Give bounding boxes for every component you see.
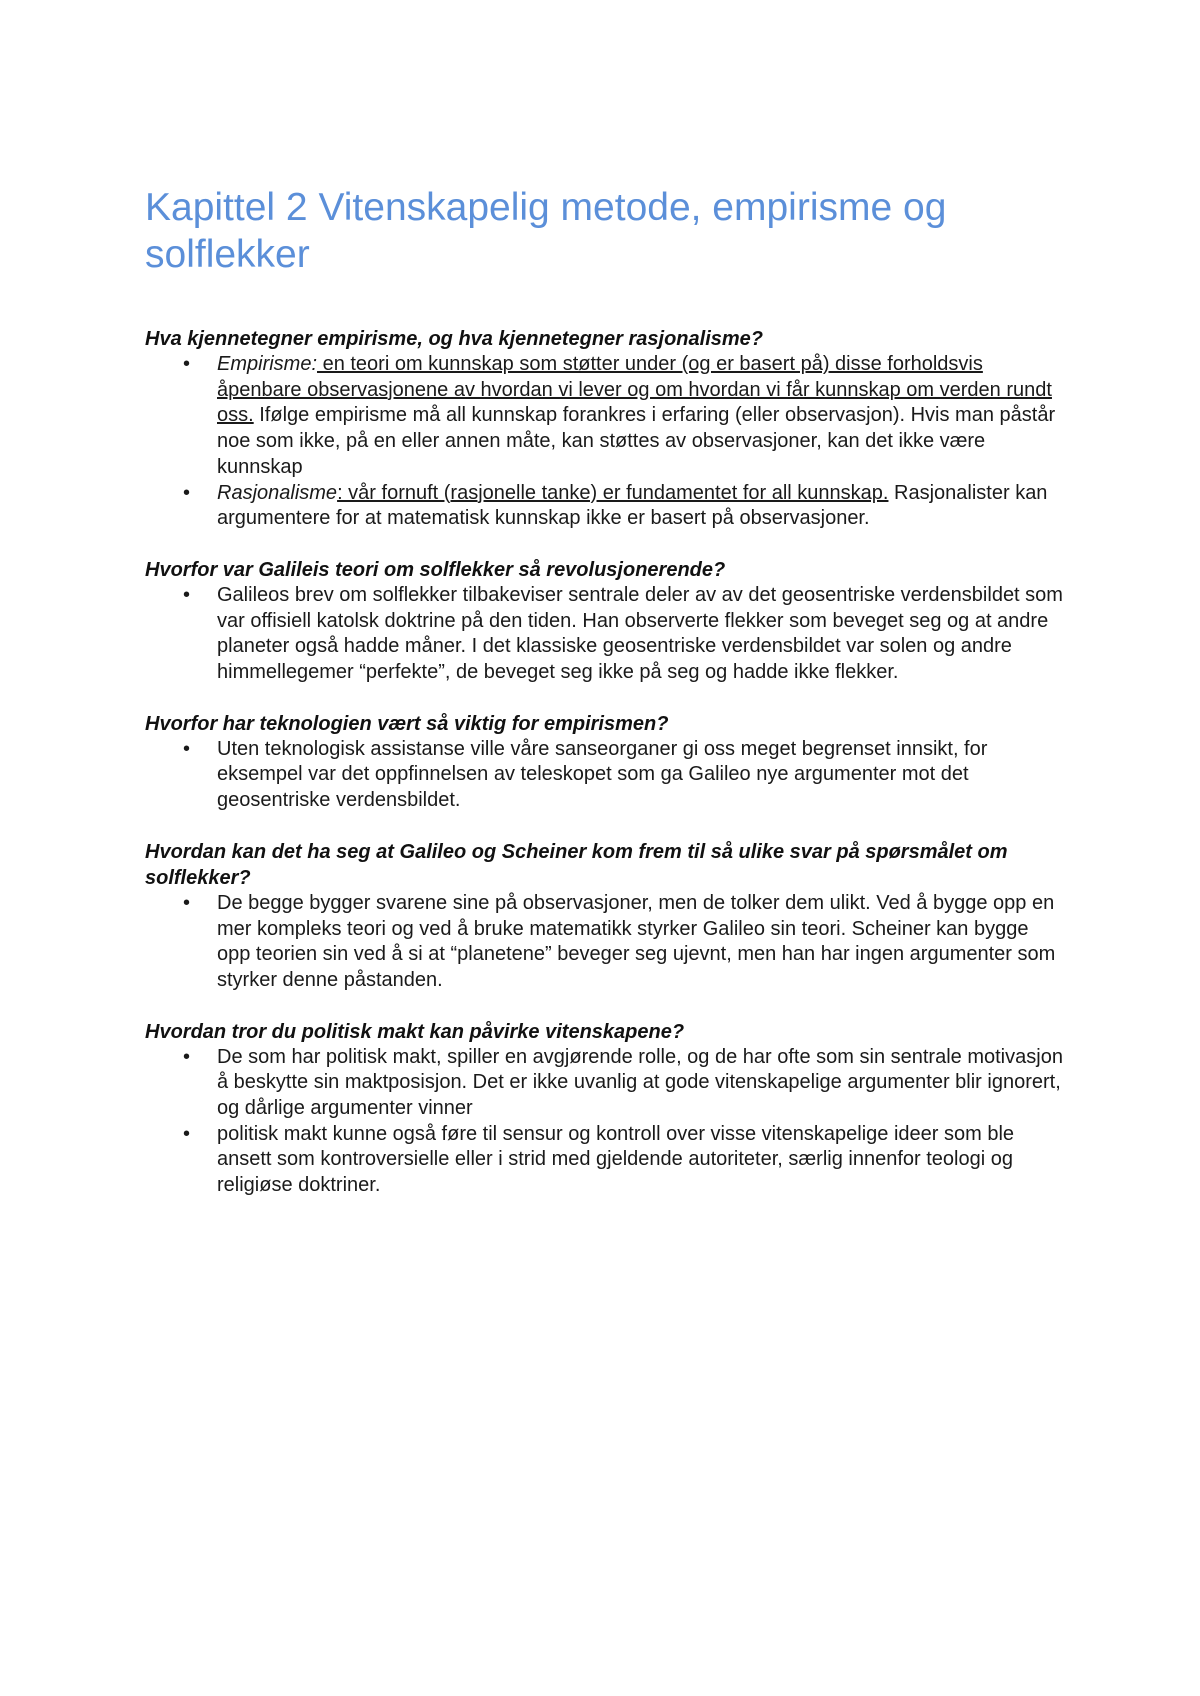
item-text: De som har politisk makt, spiller en avgjørende rolle, og de har ofte som sin sentrale motivasjon å beskytte sin maktposisjon. Det er ikke uvanlig at gode vitenskapelige argumenter blir ignorert, og dårlige argumenter vinner xyxy=(217,1045,1063,1120)
answer-list xyxy=(145,583,1065,686)
bullet-icon: • xyxy=(183,583,191,606)
item-text: Uten teknologisk assistanse ville våre sanseorganer gi oss meget begrenset innsikt, for eksempel var det oppfinnelsen av teleskopet som ga Galileo nye argumenter mot det geosentriske verdensbildet. xyxy=(217,737,988,812)
bullet-icon: • xyxy=(183,891,191,914)
answer-list xyxy=(145,737,1065,814)
question-heading: Hva kjennetegner empirisme, og hva kjennetegner rasjonalisme? xyxy=(145,328,763,350)
list-item xyxy=(145,737,1065,814)
term-label: Rasjonalisme xyxy=(217,481,338,504)
bullet-icon: • xyxy=(183,737,191,760)
question-heading: Hvorfor var Galileis teori om solflekker så revolusjonerende? xyxy=(145,558,726,581)
page-title: Kapittel 2 Vitenskapelig metode, empirisme og solflekker xyxy=(145,186,947,276)
section-galilei xyxy=(145,557,1065,686)
bullet-icon: • xyxy=(183,1045,191,1068)
bullet-icon: • xyxy=(183,353,191,375)
answer-list xyxy=(145,352,1065,532)
item-text: De begge bygger svarene sine på observasjoner, men de tolker dem ulikt. Ved å bygge opp en mer kompleks teori og ved å bruke matematikk styrker Galileo sin teori. Scheiner kan bygge opp teorien sin ved å si at “planetene” beveger seg ujevnt, men han har ingen argumenter som styrker denne påstanden. xyxy=(217,891,1056,991)
list-item xyxy=(145,1045,1065,1122)
list-item xyxy=(145,891,1065,994)
list-item xyxy=(145,352,1065,481)
section-scheiner xyxy=(145,839,1065,994)
item-text: politisk makt kunne også føre til sensur og kontroll over visse vitenskapelige ideer som ble ansett som kontroversielle eller i strid med gjeldende autoriteter, særlig innenfor teologi og religiøse doktriner. xyxy=(217,1122,1015,1197)
list-item xyxy=(145,481,1065,532)
section-teknologi xyxy=(145,711,1065,814)
item-text: Rasjonalister kan argumentere for at matematisk kunnskap ikke er basert på observasjoner. xyxy=(217,481,1048,530)
document-page xyxy=(145,184,1065,1224)
item-text: Ifølge empirisme må all kunnskap forankres i erfaring (eller observasjon). Hvis man påstår noe som ikke, på en eller annen måte, kan støttes av observasjoner, kan det ikke være kunnskap xyxy=(217,404,1056,478)
list-item xyxy=(145,583,1065,686)
question-heading: Hvordan kan det ha seg at Galileo og Scheiner kom frem til så ulike svar på spørsmålet om solflekker? xyxy=(145,840,1008,889)
bullet-icon: • xyxy=(183,1122,191,1145)
section-politisk-makt xyxy=(145,1019,1065,1199)
section-empirisme xyxy=(145,326,1065,532)
term-label: Empirisme: xyxy=(217,353,318,375)
answer-list xyxy=(145,1045,1065,1199)
bullet-icon: • xyxy=(183,481,191,504)
definition-text: : vår fornuft (rasjonelle tanke) er fundamentet for all kunnskap. xyxy=(337,481,889,504)
definition-text: en teori om kunnskap som støtter under (og er basert på) disse forholdsvis åpenbare observasjonene av hvordan vi lever og om hvordan vi får kunnskap om verden rundt oss. xyxy=(217,353,1052,427)
answer-list xyxy=(145,891,1065,994)
question-heading: Hvordan tror du politisk makt kan påvirke vitenskapene? xyxy=(145,1020,685,1043)
question-heading: Hvorfor har teknologien vært så viktig for empirismen? xyxy=(145,712,669,735)
item-text: Galileos brev om solflekker tilbakeviser sentrale deler av av det geosentriske verdensbildet som var offisiell katolsk doktrine på den tiden. Han observerte flekker som beveget seg og at andre planeter også hadde måner. I det klassiske geosentriske verdensbildet var solen og andre himmellegemer “perfekte”, de beveget seg ikke på seg og hadde ikke flekker. xyxy=(217,583,1063,684)
list-item xyxy=(145,1122,1065,1199)
